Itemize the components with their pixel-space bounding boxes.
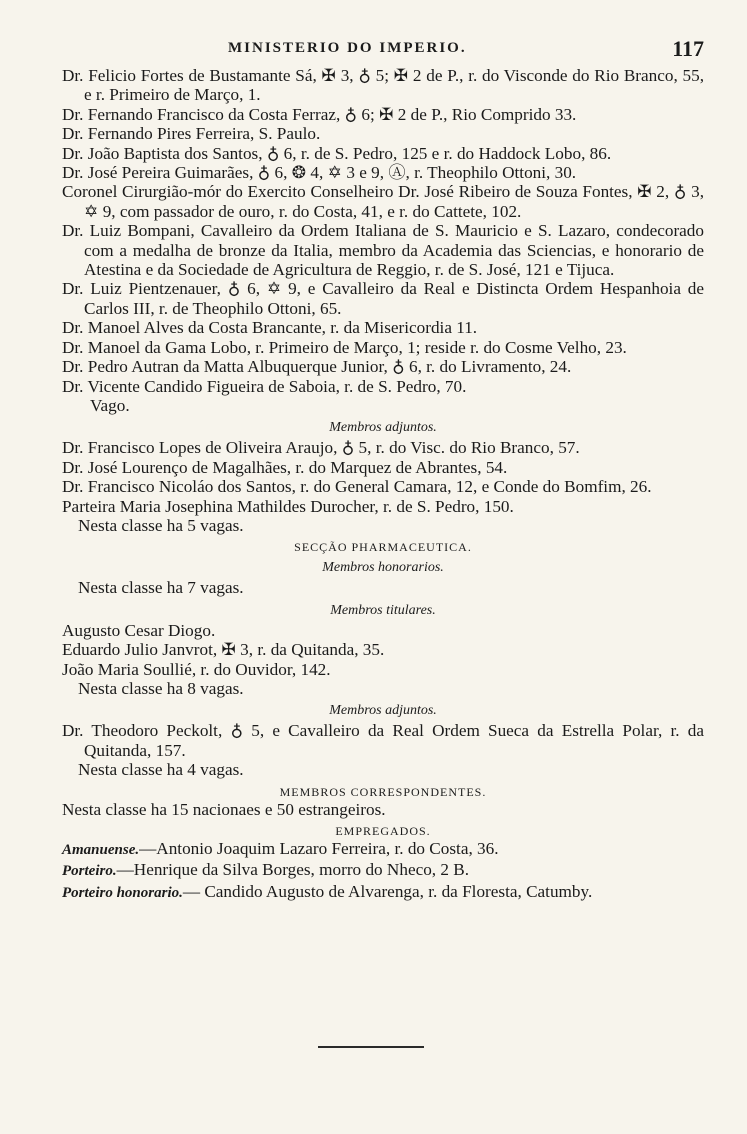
section-heading: MEMBROS CORRESPONDENTES. (279, 784, 487, 799)
staff-entry (62, 839, 704, 860)
member-entry: Augusto Cesar Diogo. (62, 620, 216, 640)
page-number: 117 (672, 36, 704, 61)
closing-rule (318, 1046, 424, 1048)
staff-role: Porteiro honorario. (62, 884, 183, 901)
member-entry: Dr. Francisco Lopes de Oliveira Araujo, ♁ 5, r. do Visc. do Rio Branco, 57. (62, 438, 580, 458)
member-entry: Dr. Manoel da Gama Lobo, r. Primeiro de Março, 1; reside r. do Cosme Velho, 23. (62, 337, 627, 357)
section-heading: Membros adjuntos. (329, 420, 437, 436)
staff-name: — Candido Augusto de Alvarenga, r. da Floresta, Catumby. (182, 881, 593, 901)
vacancy-note: Nesta classe ha 7 vagas. (78, 578, 244, 598)
section-heading: Membros adjuntos. (329, 703, 437, 719)
vacancy-note: Nesta classe ha 4 vagas. (78, 760, 244, 780)
section-heading: EMPREGADOS. (335, 824, 431, 838)
member-entry: Dr. Fernando Francisco da Costa Ferraz, ♁ 6; ✠ 2 de P., Rio Comprido 33. (62, 104, 577, 124)
member-entry: Dr. José Lourenço de Magalhães, r. do Marquez de Abrantes, 54. (62, 457, 508, 477)
vacancy-note: Nesta classe ha 8 vagas. (78, 678, 244, 698)
page-body (62, 66, 704, 903)
member-entry: Dr. Luiz Bompani, Cavalleiro da Ordem Italiana de S. Mauricio e S. Lazaro, condecorado com a medalha de bronze da Italia, membro da Academia das Sciencias, e honorario de Atestina e da Sociedade de Agricultura de Reggio, r. de S. José, 121 e Tijuca. (62, 221, 704, 280)
running-title: MINISTERIO DO IMPERIO. (228, 40, 467, 56)
member-entry: Dr. Fernando Pires Ferreira, S. Paulo. (62, 124, 321, 144)
member-entry: Dr. Manoel Alves da Costa Brancante, r. da Misericordia 11. (62, 318, 478, 338)
staff-entry (62, 882, 704, 903)
section-heading: Membros titulares. (330, 602, 436, 618)
vacancy-note: Vago. (90, 395, 130, 415)
member-entry: Dr. Pedro Autran da Matta Albuquerque Junior, ♁ 6, r. do Livramento, 24. (62, 357, 572, 377)
member-entry: Eduardo Julio Janvrot, ✠ 3, r. da Quitanda, 35. (62, 640, 385, 660)
staff-name: —Antonio Joaquim Lazaro Ferreira, r. do Costa, 36. (139, 839, 499, 858)
member-entry: Dr. Francisco Nicoláo dos Santos, r. do General Camara, 12, e Conde do Bomfim, 26. (62, 477, 652, 497)
vacancy-note: Nesta classe ha 5 vagas. (78, 515, 244, 535)
staff-role: Amanuense. (62, 842, 140, 858)
member-entry: Dr. José Pereira Guimarães, ♁ 6, ❂ 4, ✡ 3 e 9, Ⓐ, r. Theophilo Ottoni, 30. (62, 163, 577, 183)
member-entry: Dr. João Baptista dos Santos, ♁ 6, r. de S. Pedro, 125 e r. do Haddock Lobo, 86. (62, 143, 612, 163)
member-entry: Coronel Cirurgião-mór do Exercito Conselheiro Dr. José Ribeiro de Souza Fontes, ✠ 2, ♁ 3, ✡ 9, com passador de ouro, r. do Costa, 41, e r. do Cattete, 102. (62, 182, 704, 221)
vacancy-note: Nesta classe ha 15 nacionaes e 50 estrangeiros. (62, 799, 386, 819)
page-header (60, 36, 710, 66)
member-entry: Parteira Maria Josephina Mathildes Durocher, r. de S. Pedro, 150. (62, 496, 514, 516)
section-heading: Membros honorarios. (322, 560, 444, 576)
member-entry: Dr. Felicio Fortes de Bustamante Sá, ✠ 3, ♁ 5; ✠ 2 de P., r. do Visconde do Rio Branco, 55, e r. Primeiro de Março, 1. (62, 66, 704, 105)
member-entry: Dr. Luiz Pientzenauer, ♁ 6, ✡ 9, e Cavalleiro da Real e Distincta Ordem Hespanhoia de Carlos III, r. de Theophilo Ottoni, 65. (62, 279, 704, 318)
section-heading: SECÇÃO PHARMACEUTICA. (294, 540, 472, 555)
member-entry: Dr. Vicente Candido Figueira de Saboia, r. de S. Pedro, 70. (62, 376, 467, 396)
staff-entry (62, 860, 704, 881)
staff-name: —Henrique da Silva Borges, morro do Nheco, 2 B. (116, 860, 470, 880)
member-entry: Dr. Theodoro Peckolt, ♁ 5, e Cavalleiro da Real Ordem Sueca da Estrella Polar, r. da Quitanda, 157. (62, 721, 704, 760)
member-entry: João Maria Soullié, r. do Ouvidor, 142. (62, 659, 331, 679)
staff-role: Porteiro. (62, 863, 117, 880)
